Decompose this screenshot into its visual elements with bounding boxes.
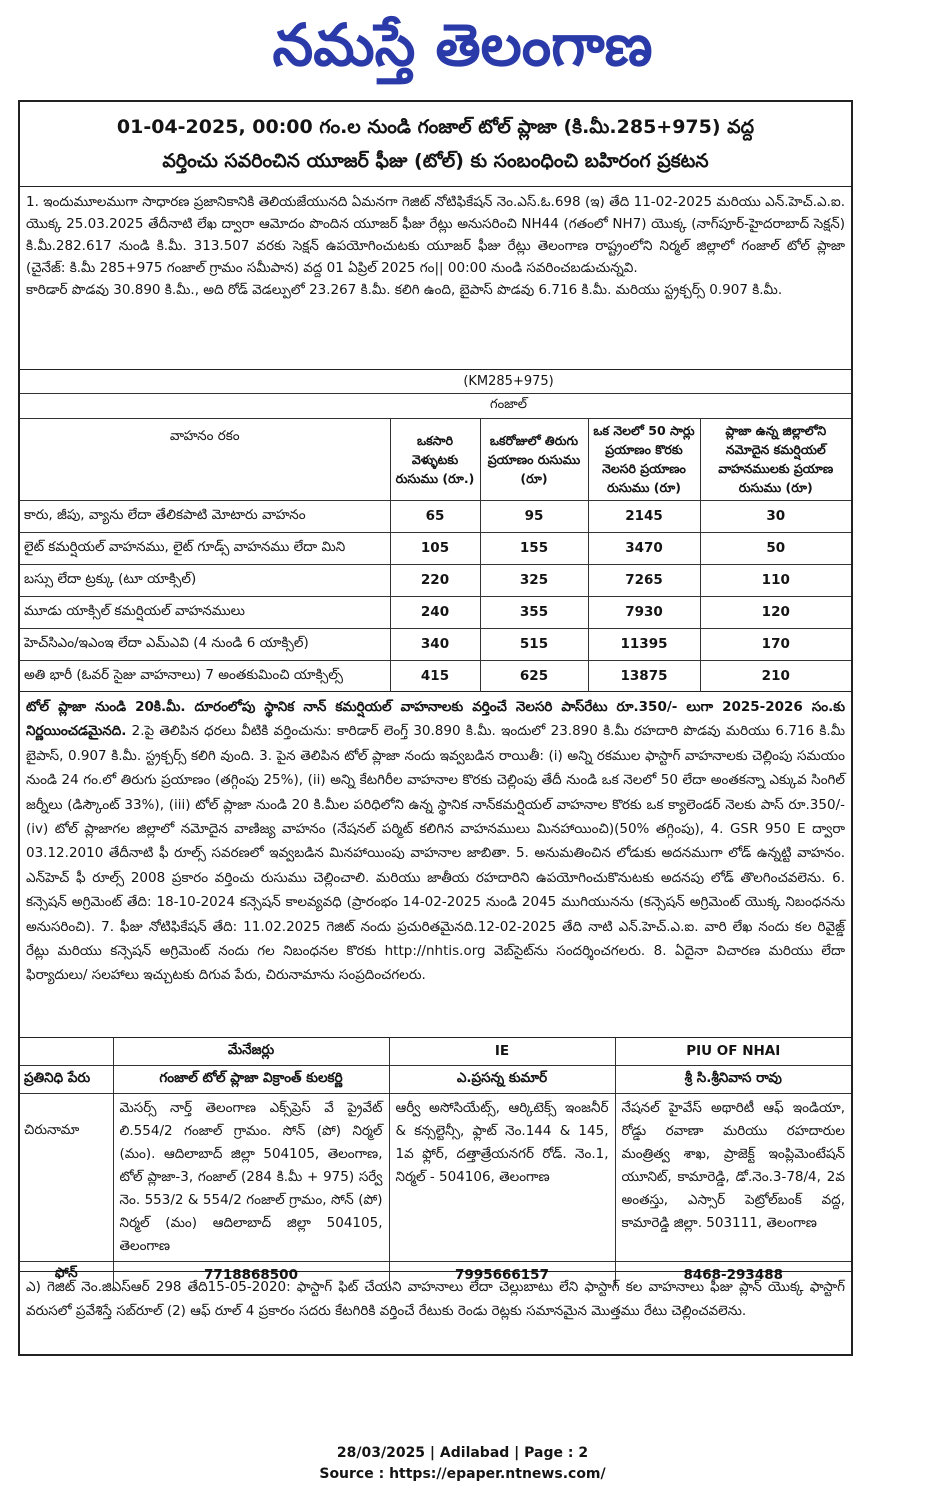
- edition-info: 28/03/2025 | Adilabad | Page : 2: [336, 1445, 589, 1461]
- single-fee: 340: [390, 628, 480, 660]
- header-vehicle-type: వాహనం రకం: [20, 418, 390, 500]
- toll-fee-table-section: [20, 370, 851, 692]
- notice-title: [20, 102, 851, 187]
- monthly-fee: 3470: [588, 532, 700, 564]
- contacts-header-row: [20, 1038, 851, 1065]
- header-ie: IE: [389, 1038, 615, 1065]
- table-row: [20, 532, 851, 564]
- monthly-fee: 11395: [588, 628, 700, 660]
- table-row: [20, 564, 851, 596]
- return-fee: 325: [480, 564, 588, 596]
- monthly-fee: 2145: [588, 500, 700, 532]
- contacts-header-blank: [20, 1038, 113, 1065]
- single-fee: 220: [390, 564, 480, 596]
- notice-paragraph-2: [20, 692, 851, 1038]
- representative-label: ప్రతినిధి పేరు: [20, 1065, 113, 1093]
- contacts-section: [20, 1038, 851, 1283]
- table-row: [20, 500, 851, 532]
- vehicle-type: బస్సు లేదా ట్రక్కు (టూ యాక్సిల్): [20, 564, 390, 596]
- paragraph-2-body: 2.పై తెలిపిన ధరలు వీటికి వర్తించును: కారిడార్ లెంగ్త్ 30.890 కి.మీ. ఇందులో 23.890 కి.మీ రహదారి పొడవు మరియు 6.716 కి.మీ బైపాస్, 0.907 కి.మీ. స్ట్రక్చర్స్ కలిగి వుంది. 3. పైన తెలిపిన టోల్ ప్లాజా నందు ఇవ్వబడిన రాయితీ: (i) అన్ని రకముల ఫాస్టాగ్ వాహనాలకు చెల్లింపు సమయం నుండి 24 గం.లో తిరుగు ప్రయాణం (తగ్గింపు 25%), (ii) అన్ని కేటగిరీల వాహనాల కొరకు చెల్లింపు తేదీ నుండి ఒక నెలలో 50 లేదా అంతకన్నా ఎక్కువ సింగిల్ జర్నీలు (డిస్కౌంట్ 33%), (iii) టోల్ ప్లాజా నుండి 20 కి.మీల పరిధిలోని ఉన్న స్థానిక నాన్‌కమర్షియల్ వాహనాల కొరకు ఒక క్యాలెండర్ నెలకు పాస్ రూ.350/- (iv) టోల్ ప్లాజాగల జిల్లాలో నమోదైన వాణిజ్య వాహనం (నేషనల్ పర్మిట్ కలిగిన వాహనములు మినహాయించి)(50% తగ్గింపు), 4. GSR 950 E ద్వారా 03.12.2010 తేదీనాటి ఫీ రూల్స్ సవరణలో ఇవ్వబడిన మినహాయింపు వాహనాల జాబితా. 5. అనుమతించిన లోడుకు అదనముగా లోడ్ ఉన్నట్టి వాహనం. ఎన్‌హెచ్ ఫీ రూల్స్ 2008 ప్రకారం వర్తించు రుసుము చెల్లించాలి. మరియు జాతీయ రహదారిని ఉపయోగించుకొనుటకు అదనపు లోడ్ తొలగించవలెను. 6. కన్సెషన్ అగ్రిమెంట్ తేది: 18-10-2024 కన్సెషన్ కాలవ్యవధి (ప్రారంభం 14-02-2025 నుండి 2045 ముగియునను (కన్సెషన్ అగ్రిమెంట్ యొక్క నిబంధనను అనుసరించి). 7. ఫీజు నోటిఫికేషన్ తేది: 11.02.2025 గెజిట్ నందు ప్రచురితమైనది.12-02-2025 తేది నాటి ఎన్.హెచ్.ఎ.ఐ. వారి లేఖ నందు కల రివైజ్డ్ రేట్లు మరియు కన్సెషన్ అగ్రిమెంట్ నందు గల నిబంధనల కొరకు http://nhtis.org వెబ్‌సైట్‌ను సందర్శించగలరు. 8. ఏదైనా విచారణ మరియు లేదా ఫిర్యాదులు/ సలహాలు ఇచ్చుటకు దిగువ పేరు, చిరునామాను సంప్రదించగలరు.: [26, 723, 845, 984]
- return-fee: 95: [480, 500, 588, 532]
- vehicle-type: హెచ్‌సిఎం/ఇఎంఇ లేదా ఎమ్ఎవి (4 నుండి 6 యాక్సిల్): [20, 628, 390, 660]
- return-fee: 625: [480, 660, 588, 692]
- newspaper-masthead: నమస్తే తెలంగాణ: [272, 11, 653, 79]
- vehicle-type: అతి భారీ (ఓవర్ సైజు వాహనాలు) 7 అంతకుమించి యాక్సిల్స్: [20, 660, 390, 692]
- header-district-commercial: ప్లాజా ఉన్న జిల్లాలోని నమోదైన కమర్షియల్ వాహనములకు ప్రయాణ రుసుము (రూ): [700, 418, 851, 500]
- single-fee: 240: [390, 596, 480, 628]
- manager-name: గంజాల్ టోల్ ప్లాజా విక్రాంత్ కులకర్ణి: [113, 1065, 389, 1093]
- single-fee: 105: [390, 532, 480, 564]
- representative-row: [20, 1065, 851, 1093]
- return-fee: 515: [480, 628, 588, 660]
- notice-title-line-2: వర్తించు సవరించిన యూజర్ ఫీజు (టోల్) కు సంబంధించి బహిరంగ ప్రకటన: [162, 150, 709, 172]
- ie-name: ఎ.ప్రసన్న కుమార్: [389, 1065, 615, 1093]
- return-fee: 155: [480, 532, 588, 564]
- monthly-pass-announcement: టోల్ ప్లాజా నుండి 20కి.మీ. దూరంలోపు స్థానిక నాన్ కమర్షియల్ వాహనాలకు వర్తించే నెలసరి పాస్‌రేటు రూ.350/- లుగా 2025-2026 సం.కు నిర్ణయించడమైనది.: [26, 699, 845, 740]
- notice-title-line-1: 01-04-2025, 00:00 గం.ల నుండి గంజాల్ టోల్ ప్లాజా (కి.మీ.285+975) వద్ద: [116, 116, 755, 138]
- vehicle-type: మూడు యాక్సిల్ కమర్షియల్ వాహనములు: [20, 596, 390, 628]
- corridor-length-text: కారిడార్ పొడవు 30.890 కి.మీ., అది రోడ్ వెడల్పులో 23.267 కి.మీ. కలిగి ఉంది, బైపాస్ పొడవు 6.716 కి.మీ. మరియు స్ట్రక్చర్స్ 0.907 కి.మీ.: [26, 282, 783, 298]
- commercial-fee: 120: [700, 596, 851, 628]
- table-row: [20, 660, 851, 692]
- address-label: చిరునామా: [20, 1093, 113, 1261]
- header-piu: PIU OF NHAI: [615, 1038, 851, 1065]
- piu-address: నేషనల్ హైవేస్ అథారిటీ ఆఫ్ ఇండియా, రోడ్డు రవాణా మరియు రహదారుల మంత్రిత్వ శాఖ, ప్రాజెక్ట్ ఇంప్లిమెంటేషన్ యూనిట్, కామారెడ్డి, డో.నెం.3-78/4, 2వ అంతస్తు, ఎస్సార్ పెట్రోల్‌బంక్ వద్ద, కామారెడ్డి జిల్లా. 503111, తెలంగాణ: [615, 1093, 851, 1261]
- commercial-fee: 210: [700, 660, 851, 692]
- single-fee: 415: [390, 660, 480, 692]
- header-single-journey: ఒకసారి వెళ్ళుటకు రుసుము (రూ.): [390, 418, 480, 500]
- header-monthly-pass: ఒక నెలలో 50 సార్లు ప్రయాణం కొరకు నెలసరి ప్రయాణం రుసుము (రూ): [588, 418, 700, 500]
- manager-phone: 7718868500: [113, 1261, 389, 1288]
- header-managers: మేనేజర్లు: [113, 1038, 389, 1065]
- table-row: [20, 628, 851, 660]
- plaza-chainage-label: (KM285+975): [20, 370, 851, 393]
- piu-phone: 8468-293488: [615, 1261, 851, 1288]
- return-fee: 355: [480, 596, 588, 628]
- commercial-fee: 110: [700, 564, 851, 596]
- commercial-fee: 170: [700, 628, 851, 660]
- address-row: [20, 1093, 851, 1261]
- fastag-footnote: ఎ) గెజిట్ నెం.జిఎస్ఆర్ 298 తేది15-05-2020: ఫాస్టాగ్ ఫిట్ చేయని వాహనాలు లేదా చెల్లుబాటు లేని ఫాస్టాగ్ కల వాహనాలు ఫీజు ప్లాన్ యొక్క ఫాస్టాగ్ వరుసలో ప్రవేశిస్తే సబ్‌రూల్ (2) ఆఫ్ రూల్ 4 ప్రకారం సదరు కేటగిరికి వర్తించే రేటుకు రెండు రెట్లకు సమానమైన మొత్తము రేటు చెల్లించవలెను.: [26, 1279, 845, 1319]
- contacts-table: [20, 1038, 851, 1288]
- plaza-name: గంజాల్: [20, 393, 851, 418]
- vehicle-type: కారు, జీపు, వ్యాను లేదా తేలికపాటి మోటారు వాహనం: [20, 500, 390, 532]
- manager-address: మెసర్స్ నార్త్ తెలంగాణ ఎక్స్‌ప్రెస్ వే ప్రైవేట్ లి.554/2 గంజాల్ గ్రామం. సోన్ (పో) నిర్మల్ (మం). ఆదిలాబాద్ జిల్లా 504105, తెలంగాణ, టోల్ ప్లాజా-3, గంజాల్ (284 కి.మీ + 975) సర్వే నెం. 553/2 & 554/2 గంజాల్ గ్రామం, సోన్ (పో) నిర్మల్ (మం) ఆదిలాబాద్ జిల్లా 504105, తెలంగాణ: [113, 1093, 389, 1261]
- toll-fee-table: [20, 370, 851, 692]
- monthly-fee: 7265: [588, 564, 700, 596]
- notice-paragraph-1: [20, 187, 851, 370]
- vehicle-type: లైట్ కమర్షియల్ వాహనము, లైట్ గూడ్స్ వాహనము లేదా మిని: [20, 532, 390, 564]
- table-header-row: [20, 418, 851, 500]
- commercial-fee: 50: [700, 532, 851, 564]
- ie-phone: 7995666157: [389, 1261, 615, 1288]
- monthly-fee: 13875: [588, 660, 700, 692]
- monthly-fee: 7930: [588, 596, 700, 628]
- phone-label: ఫోన్: [20, 1261, 113, 1288]
- ie-address: ఆర్వీ అసోసియేట్స్, ఆర్కిటెక్స్ ఇంజనీర్ & కన్సల్టెన్సీ, ఫ్లాట్ నెం.144 & 145, 1వ ఫ్లోర్, దత్తాత్రేయనగర్ రోడ్. నెం.1, నిర్మల్ - 504106, తెలంగాణ: [389, 1093, 615, 1261]
- header-return-journey: ఒకరోజులో తిరుగు ప్రయాణం రుసుము (రూ): [480, 418, 588, 500]
- piu-name: శ్రీ సి.శ్రీనివాస రావు: [615, 1065, 851, 1093]
- table-row: [20, 596, 851, 628]
- public-notice: [18, 100, 853, 1356]
- paragraph-1-text: 1. ఇందుమూలముగా సాధారణ ప్రజానికానికి తెలియజేయునది ఏమనగా గెజిట్ నోటిఫికేషన్ నెం.ఎస్.ఓ.698 (ఇ) తేది 11-02-2025 మరియు ఎన్.హెచ్.ఎ.ఐ. యొక్క 25.03.2025 తేదీనాటి లేఖ ద్వారా ఆమోదం పొందిన యూజర్ ఫీజు రేట్లు అనుసరించి NH44 (గతంలో NH7) యొక్క (నాగ్‌పూర్-హైదరాబాద్ సెక్షన్) కి.మీ.282.617 నుండి కి.మీ. 313.507 వరకు సెక్షన్ ఉపయోగించుటకు యూజర్ ఫీజు రేట్లు తెలంగాణ రాష్ట్రంలోని నిర్మల్ జిల్లాలో గంజాల్ టోల్ ప్లాజా (చైనేజ్: కి.మీ 285+975 గంజాల్ గ్రామం సమీపాన) వద్ద 01 ఏప్రిల్ 2025 గం|| 00:00 నుండి సవరించబడుచున్నవి.: [26, 194, 845, 276]
- commercial-fee: 30: [700, 500, 851, 532]
- source-credit: Source : https://epaper.ntnews.com/: [319, 1466, 606, 1482]
- single-fee: 65: [390, 500, 480, 532]
